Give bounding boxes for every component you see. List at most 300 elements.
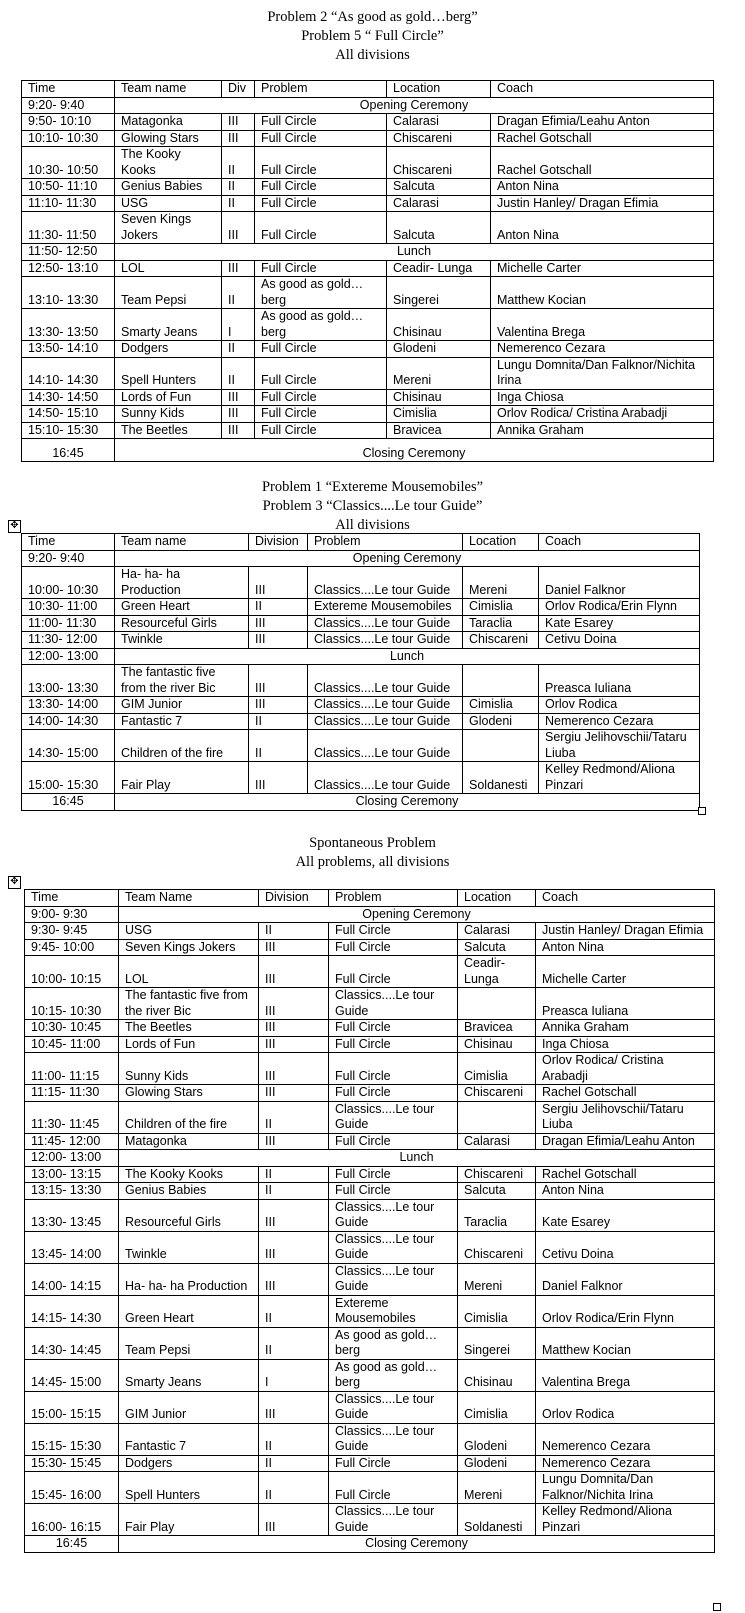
team-cell: Lords of Fun [115,389,222,406]
location-cell: Mereni [458,1472,536,1504]
coach-cell: Orlov Rodica [539,697,700,714]
team-cell: Dodgers [115,341,222,358]
time-cell: 14:30- 14:45 [25,1327,119,1359]
division-cell: III [222,130,255,147]
division-cell: III [259,1263,329,1295]
location-cell: Salcuta [458,1183,536,1200]
table-row [22,341,714,358]
problem-cell: Full Circle [255,389,387,406]
problem-cell: Full Circle [329,1085,458,1102]
time-cell: 11:30- 11:50 [22,212,115,244]
coach-cell: Kelley Redmond/Aliona Pinzari [536,1504,715,1536]
time-cell: 14:00- 14:30 [22,713,115,730]
time-cell: 16:45 [22,439,115,462]
location-cell: Cimislia [458,1295,536,1327]
section-1 [0,8,745,65]
coach-cell: Kate Esarey [539,615,700,632]
coach-cell: Michelle Carter [536,956,715,988]
heading-line: All problems, all divisions [295,854,450,870]
time-cell: 10:50- 11:10 [22,179,115,196]
problem-cell: Full Circle [329,923,458,940]
problem-cell: Full Circle [255,195,387,212]
location-cell: Ceadir- Lunga [458,956,536,988]
coach-cell: Anton Nina [536,939,715,956]
location-cell: Chiscareni [458,1166,536,1183]
table-row [22,406,714,423]
coach-cell: Kate Esarey [536,1199,715,1231]
coach-cell: Nemerenco Cezara [536,1455,715,1472]
division-cell: II [222,357,255,389]
division-cell: II [249,713,308,730]
location-cell: Glodeni [387,341,491,358]
division-cell: II [222,341,255,358]
table-row [22,389,714,406]
location-cell: Salcuta [387,179,491,196]
team-cell: LOL [115,260,222,277]
problem-cell: Full Circle [255,341,387,358]
problem-cell: Full Circle [255,422,387,439]
division-cell: III [222,114,255,131]
table-row [22,713,700,730]
table-row [22,550,700,567]
table-row [22,665,700,697]
division-cell: III [259,939,329,956]
division-cell: II [222,179,255,196]
problem-cell: Classics....Le tour Guide [308,762,463,794]
problem-cell: As good as gold…berg [329,1327,458,1359]
time-cell: 10:30- 11:00 [22,599,115,616]
table-row [22,615,700,632]
team-cell: GIM Junior [115,697,249,714]
division-cell: II [222,195,255,212]
table-resize-handle[interactable] [713,1603,721,1611]
location-cell: Taraclia [463,615,539,632]
table-row [22,97,714,114]
team-cell: Dodgers [119,1455,259,1472]
time-cell: 13:30- 14:00 [22,697,115,714]
table-row [25,1101,715,1133]
time-cell: 13:00- 13:15 [25,1166,119,1183]
column-header: Location [458,890,536,907]
time-cell: 16:45 [22,794,115,811]
team-cell: Green Heart [119,1295,259,1327]
problem-cell: Full Circle [255,179,387,196]
table-row [22,212,714,244]
team-cell: Spell Hunters [119,1472,259,1504]
division-cell: II [259,1166,329,1183]
location-cell: Ceadir- Lunga [387,260,491,277]
problem-cell: Full Circle [329,1053,458,1085]
header-row [22,81,714,98]
division-cell: I [222,309,255,341]
coach-cell: Annika Graham [491,422,714,439]
problem-cell: Full Circle [255,147,387,179]
location-cell: Soldanesti [458,1504,536,1536]
problem-cell: Classics....Le tour Guide [308,632,463,649]
division-cell: III [222,212,255,244]
division-cell: II [259,1455,329,1472]
division-cell: III [259,1020,329,1037]
table-row [22,179,714,196]
location-cell: Glodeni [463,713,539,730]
team-cell: Ha- ha- ha Production [115,567,249,599]
division-cell: II [259,923,329,940]
division-cell: III [259,1391,329,1423]
team-cell: Spell Hunters [115,357,222,389]
time-cell: 12:00- 13:00 [25,1150,119,1167]
team-cell: Genius Babies [119,1183,259,1200]
coach-cell: Nemerenco Cezara [536,1423,715,1455]
division-cell: III [259,1053,329,1085]
location-cell: Singerei [387,277,491,309]
table-move-handle-icon[interactable]: ✥ [8,520,21,533]
problem-cell: Classics....Le tour Guide [329,1263,458,1295]
location-cell: Cimislia [387,406,491,423]
table-row [25,923,715,940]
time-cell: 15:00- 15:30 [22,762,115,794]
division-cell: III [222,406,255,423]
problem-cell: As good as gold…berg [255,309,387,341]
coach-cell: Anton Nina [491,212,714,244]
team-cell: Smarty Jeans [119,1359,259,1391]
table-row [25,1150,715,1167]
problem-cell: Full Circle [329,956,458,988]
coach-cell: Lungu Domnita/Dan Falknor/Nichita Irina [536,1472,715,1504]
heading-line: Problem 3 “Classics....Le tour Guide” [262,498,483,514]
team-cell: Twinkle [115,632,249,649]
table-row [22,567,700,599]
time-cell: 11:30- 11:45 [25,1101,119,1133]
table-row [25,1295,715,1327]
table-row [25,1455,715,1472]
location-cell [463,665,539,697]
problem-cell: Classics....Le tour Guide [308,665,463,697]
team-cell: The fantastic five from the river Bic [119,988,259,1020]
table-row [22,357,714,389]
division-cell: III [222,422,255,439]
problem-cell: Full Circle [255,260,387,277]
section-2 [0,478,745,535]
time-cell: 10:10- 10:30 [22,130,115,147]
location-cell: Taraclia [458,1199,536,1231]
location-cell: Cimislia [458,1391,536,1423]
table-row [25,1166,715,1183]
time-cell: 14:30- 15:00 [22,730,115,762]
team-cell: Glowing Stars [119,1085,259,1102]
division-cell: III [249,615,308,632]
table-row [25,1504,715,1536]
time-cell: 13:15- 13:30 [25,1183,119,1200]
team-cell: The Kooky Kooks [115,147,222,179]
event-cell: Closing Ceremony [115,439,714,462]
table-row [25,1020,715,1037]
time-cell: 13:30- 13:45 [25,1199,119,1231]
team-cell: Sunny Kids [115,406,222,423]
coach-cell: Orlov Rodica/Erin Flynn [536,1295,715,1327]
division-cell: II [222,277,255,309]
time-cell: 14:15- 14:30 [25,1295,119,1327]
table-row [25,1472,715,1504]
table-row [25,1036,715,1053]
coach-cell: Orlov Rodica/Erin Flynn [539,599,700,616]
location-cell: Calarasi [458,1133,536,1150]
problem-cell: Classics....Le tour Guide [329,1423,458,1455]
team-cell: Children of the fire [115,730,249,762]
time-cell: 16:45 [25,1536,119,1553]
problem-cell: As good as gold…berg [329,1359,458,1391]
division-cell: II [259,1423,329,1455]
division-cell: III [222,389,255,406]
coach-cell: Kelley Redmond/Aliona Pinzari [539,762,700,794]
problem-cell: Classics....Le tour Guide [329,1391,458,1423]
problem-cell: Full Circle [329,1020,458,1037]
problem-cell: Classics....Le tour Guide [308,730,463,762]
team-cell: Matagonka [119,1133,259,1150]
division-cell: II [249,730,308,762]
problem-cell: Full Circle [329,1036,458,1053]
time-cell: 12:00- 13:00 [22,648,115,665]
column-header: Team name [115,534,249,551]
location-cell: Bravicea [387,422,491,439]
problem-cell: Classics....Le tour Guide [329,1101,458,1133]
problem-cell: Full Circle [255,212,387,244]
table-row [25,1133,715,1150]
problem-cell: Full Circle [255,406,387,423]
time-cell: 13:45- 14:00 [25,1231,119,1263]
problem-cell: Classics....Le tour Guide [308,713,463,730]
location-cell: Cimislia [463,599,539,616]
division-cell: III [259,1133,329,1150]
section-3 [0,834,745,872]
problem-cell: Extereme Mousemobiles [329,1295,458,1327]
division-cell: I [259,1359,329,1391]
division-cell: III [259,1231,329,1263]
problem-cell: Full Circle [329,1166,458,1183]
time-cell: 10:45- 11:00 [25,1036,119,1053]
coach-cell: Rachel Gotschall [536,1085,715,1102]
team-cell: USG [119,923,259,940]
division-cell: III [249,665,308,697]
table-row [22,632,700,649]
table-row [22,422,714,439]
table-row [22,439,714,462]
heading-line: Problem 1 “Extereme Mousemobiles” [261,479,484,495]
column-header: Problem [308,534,463,551]
coach-cell: Valentina Brega [536,1359,715,1391]
location-cell: Chisinau [458,1036,536,1053]
team-cell: Team Pepsi [115,277,222,309]
schedule-table-3 [24,889,715,1553]
team-cell: Matagonka [115,114,222,131]
coach-cell: Matthew Kocian [491,277,714,309]
division-cell: III [259,1199,329,1231]
division-cell: III [259,1504,329,1536]
time-cell: 15:30- 15:45 [25,1455,119,1472]
coach-cell: Nemerenco Cezara [491,341,714,358]
time-cell: 11:50- 12:50 [22,244,115,261]
problem-cell: Classics....Le tour Guide [329,988,458,1020]
time-cell: 9:30- 9:45 [25,923,119,940]
division-cell: II [259,1472,329,1504]
table-row [25,1327,715,1359]
coach-cell: Rachel Gotschall [536,1166,715,1183]
team-cell: USG [115,195,222,212]
coach-cell: Dragan Efimia/Leahu Anton [536,1133,715,1150]
column-header: Time [22,81,115,98]
division-cell: II [222,147,255,179]
heading-line: Problem 5 “ Full Circle” [301,28,444,44]
event-cell: Closing Ceremony [115,794,700,811]
team-cell: Resourceful Girls [115,615,249,632]
problem-cell: As good as gold…berg [255,277,387,309]
team-cell: Fantastic 7 [119,1423,259,1455]
division-cell: III [259,1085,329,1102]
problem-cell: Full Circle [255,114,387,131]
time-cell: 13:10- 13:30 [22,277,115,309]
time-cell: 14:50- 15:10 [22,406,115,423]
table-row [22,277,714,309]
table-row [22,697,700,714]
table-row [22,794,700,811]
event-cell: Opening Ceremony [115,97,714,114]
table-row [25,1423,715,1455]
section-2-heading [0,478,745,535]
location-cell: Chisinau [387,309,491,341]
time-cell: 9:00- 9:30 [25,906,119,923]
team-cell: Fair Play [115,762,249,794]
team-cell: GIM Junior [119,1391,259,1423]
time-cell: 12:50- 13:10 [22,260,115,277]
table-row [22,130,714,147]
problem-cell: Extereme Mousemobiles [308,599,463,616]
heading-line: All divisions [335,517,410,533]
event-cell: Closing Ceremony [119,1536,715,1553]
problem-cell: Full Circle [255,357,387,389]
team-cell: Sunny Kids [119,1053,259,1085]
time-cell: 9:45- 10:00 [25,939,119,956]
division-cell: II [259,1183,329,1200]
time-cell: 9:20- 9:40 [22,550,115,567]
location-cell: Singerei [458,1327,536,1359]
location-cell: Salcuta [387,212,491,244]
coach-cell: Nemerenco Cezara [539,713,700,730]
header-row [22,534,700,551]
problem-cell: Full Circle [329,1183,458,1200]
location-cell: Bravicea [458,1020,536,1037]
column-header: Problem [255,81,387,98]
coach-cell: Preasca Iuliana [536,988,715,1020]
column-header: Time [25,890,119,907]
coach-cell: Matthew Kocian [536,1327,715,1359]
problem-cell: Full Circle [329,1133,458,1150]
problem-cell: Full Circle [255,130,387,147]
coach-cell: Daniel Falknor [539,567,700,599]
location-cell: Mereni [387,357,491,389]
column-header: Problem [329,890,458,907]
coach-cell: Sergiu Jelihovschii/Tataru Liuba [536,1101,715,1133]
time-cell: 11:00- 11:15 [25,1053,119,1085]
location-cell: Calarasi [458,923,536,940]
division-cell: III [222,260,255,277]
team-cell: Green Heart [115,599,249,616]
time-cell: 9:50- 10:10 [22,114,115,131]
problem-cell: Full Circle [329,939,458,956]
team-cell: Resourceful Girls [119,1199,259,1231]
heading-line: Problem 2 “As good as gold…berg” [267,9,478,25]
problem-cell: Classics....Le tour Guide [329,1199,458,1231]
table-resize-handle[interactable] [698,807,706,815]
table-row [22,114,714,131]
coach-cell: Valentina Brega [491,309,714,341]
coach-cell: Cetivu Doina [536,1231,715,1263]
problem-cell: Full Circle [329,1472,458,1504]
time-cell: 11:30- 12:00 [22,632,115,649]
time-cell: 13:00- 13:30 [22,665,115,697]
event-cell: Lunch [115,244,714,261]
time-cell: 16:00- 16:15 [25,1504,119,1536]
location-cell: Cimislia [463,697,539,714]
event-cell: Lunch [115,648,700,665]
time-cell: 15:45- 16:00 [25,1472,119,1504]
coach-cell: Sergiu Jelihovschii/Tataru Liuba [539,730,700,762]
coach-cell: Orlov Rodica/ Cristina Arabadji [536,1053,715,1085]
team-cell: The Kooky Kooks [119,1166,259,1183]
location-cell: Chisinau [387,389,491,406]
schedule-table-2 [21,533,700,811]
table-row [22,762,700,794]
time-cell: 13:50- 14:10 [22,341,115,358]
coach-cell: Rachel Gotschall [491,130,714,147]
table-row [22,195,714,212]
division-cell: II [259,1327,329,1359]
coach-cell: Justin Hanley/ Dragan Efimia [491,195,714,212]
location-cell [463,730,539,762]
location-cell: Mereni [463,567,539,599]
coach-cell: Inga Chiosa [536,1036,715,1053]
team-cell: The Beetles [119,1020,259,1037]
coach-cell: Anton Nina [491,179,714,196]
team-cell: Seven Kings Jokers [119,939,259,956]
location-cell: Salcuta [458,939,536,956]
division-cell: III [259,1036,329,1053]
table-row [25,1183,715,1200]
team-cell: Glowing Stars [115,130,222,147]
coach-cell: Anton Nina [536,1183,715,1200]
table-row [25,1085,715,1102]
division-cell: III [249,762,308,794]
team-cell: Fantastic 7 [115,713,249,730]
problem-cell: Classics....Le tour Guide [329,1504,458,1536]
division-cell: III [259,956,329,988]
coach-cell: Dragan Efimia/Leahu Anton [491,114,714,131]
section-1-heading [0,8,745,65]
table-row [22,599,700,616]
table-row [25,1536,715,1553]
problem-cell: Classics....Le tour Guide [329,1231,458,1263]
table-row [25,956,715,988]
event-cell: Opening Ceremony [119,906,715,923]
table-row [22,648,700,665]
section-3-heading [0,834,745,872]
problem-cell: Classics....Le tour Guide [308,567,463,599]
time-cell: 13:30- 13:50 [22,309,115,341]
table-move-handle-icon[interactable]: ✥ [8,876,21,889]
column-header: Location [387,81,491,98]
team-cell: LOL [119,956,259,988]
location-cell: Soldanesti [463,762,539,794]
division-cell: II [259,1101,329,1133]
time-cell: 15:10- 15:30 [22,422,115,439]
